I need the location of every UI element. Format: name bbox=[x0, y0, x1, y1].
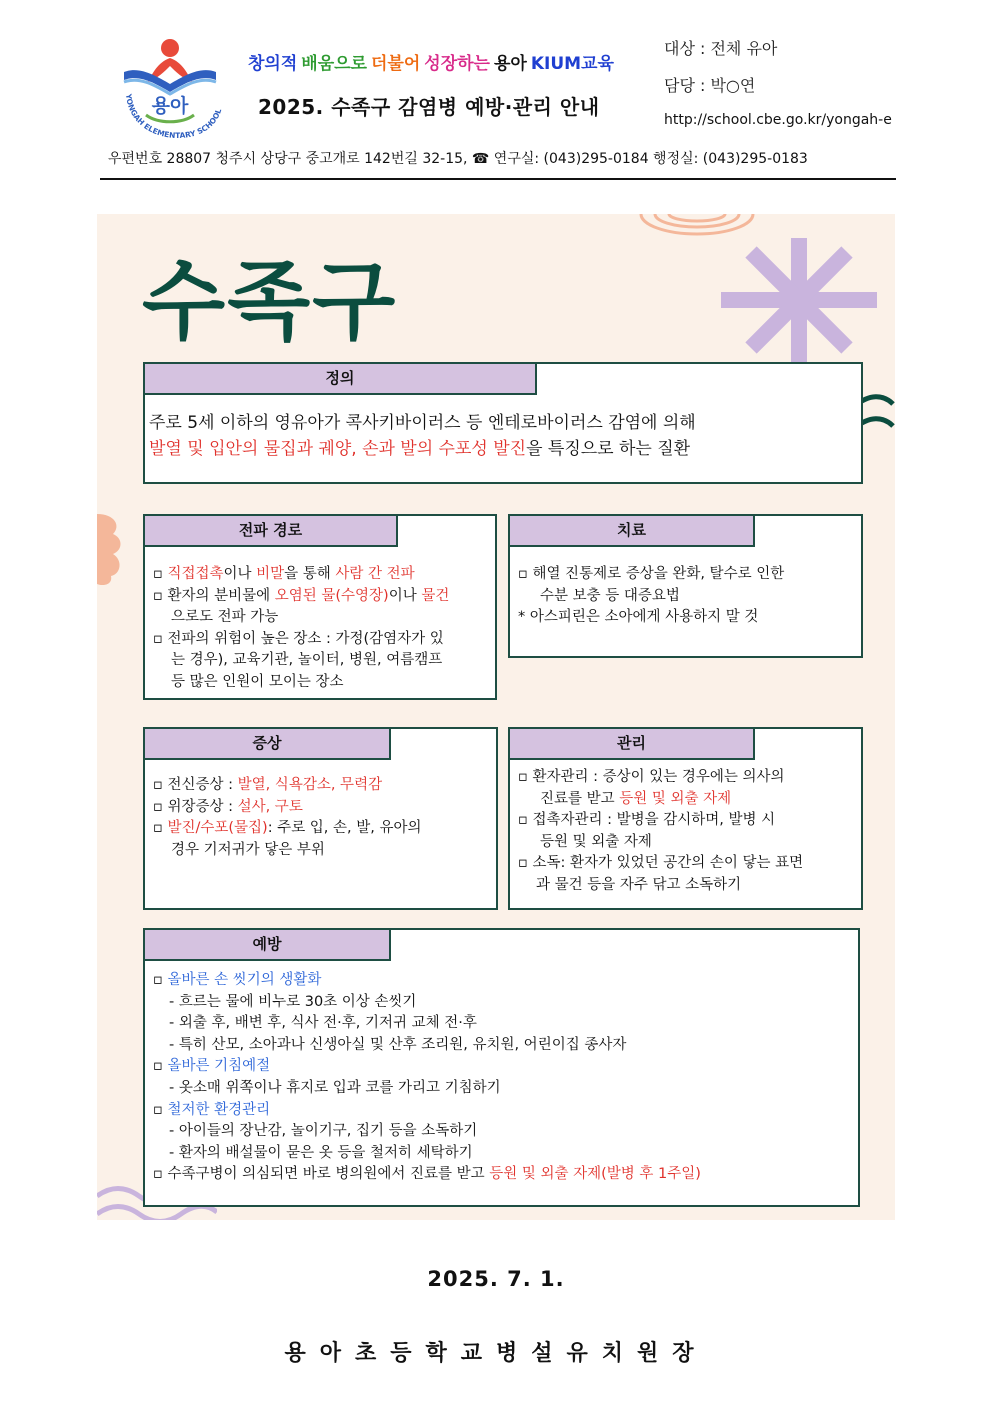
slogan-word: 배움으로 bbox=[301, 54, 367, 74]
definition-line-1: 주로 5세 이하의 영유아가 콕사키바이러스 등 엔테로바이러스 감염에 의해 bbox=[149, 413, 696, 433]
bullet-icon: ▫ bbox=[153, 587, 163, 604]
slogan-word: KIUM교육 bbox=[530, 54, 614, 74]
transmission-item-1: ▫ 직접접촉이나 비말을 통해 사람 간 전파 bbox=[153, 566, 415, 582]
transmission-box bbox=[143, 514, 497, 700]
symptoms-item-2: ▫ 위장증상 : 설사, 구토 bbox=[153, 798, 303, 815]
prevention-sub-5: - 아이들의 장난감, 놀이기구, 집기 등을 소독하기 bbox=[169, 1123, 478, 1140]
management-item-2-cont: 등원 및 외출 자제 bbox=[540, 833, 652, 850]
treatment-item-1: ▫ 해열 진통제로 증상을 완화, 탈수로 인한 bbox=[518, 566, 785, 582]
logo-ring-text: YONGAH ELEMENTARY SCHOOL bbox=[123, 93, 224, 141]
bullet-icon: ▫ bbox=[153, 820, 163, 837]
definition-highlight: 발열 및 입안의 물집과 궤양, 손과 발의 수포성 발진 bbox=[149, 439, 527, 459]
definition-heading: 정의 bbox=[145, 364, 537, 395]
contact-person: 담당 : 박○연 bbox=[664, 76, 756, 95]
prevention-sub-1: - 흐르는 물에 비누로 30초 이상 손씻기 bbox=[169, 993, 417, 1010]
treatment-heading: 치료 bbox=[510, 516, 755, 547]
prevention-sub-4: - 옷소매 위쪽이나 휴지로 입과 코를 가리고 기침하기 bbox=[169, 1079, 501, 1096]
management-item-3-cont: 과 물건 등을 자주 닦고 소독하기 bbox=[536, 876, 742, 893]
prevention-sub-6: - 환자의 배설물이 묻은 옷 등을 철저히 세탁하기 bbox=[169, 1144, 473, 1161]
transmission-item-3: ▫ 전파의 위험이 높은 장소 : 가정(감염자가 있 bbox=[153, 630, 444, 647]
slogan-word: 용아 bbox=[493, 54, 527, 74]
bullet-icon: ▫ bbox=[518, 769, 528, 785]
prevention-heading-1: ▫ 올바른 손 씻기의 생활화 bbox=[153, 972, 322, 988]
symptoms-item-3-cont: 경우 기저귀가 닿은 부위 bbox=[171, 841, 325, 858]
signature: 용아초등학교병설유치원장 bbox=[284, 1341, 708, 1366]
bullet-icon: ▫ bbox=[518, 855, 528, 872]
management-item-2: ▫ 접촉자관리 : 발병을 감시하며, 발병 시 bbox=[518, 812, 776, 829]
management-item-3: ▫ 소독: 환자가 있었던 공간의 손이 닿는 표면 bbox=[518, 855, 804, 872]
bullet-icon: ▫ bbox=[153, 566, 163, 582]
transmission-item-3-end: 등 많은 인원이 모이는 장소 bbox=[171, 673, 344, 690]
document-date: 2025. 7. 1. bbox=[427, 1267, 565, 1291]
slogan-word: 더불어 bbox=[370, 54, 421, 74]
symptoms-item-3: ▫ 발진/수포(물집): 주로 입, 손, 발, 유아의 bbox=[153, 820, 422, 837]
transmission-heading: 전파 경로 bbox=[145, 516, 398, 547]
bullet-icon: ▫ bbox=[518, 812, 528, 829]
logo-text: 용아 bbox=[151, 95, 189, 117]
bullet-icon: ▫ bbox=[153, 777, 163, 793]
prevention-sub-2: - 외출 후, 배변 후, 식사 전·후, 기저귀 교체 전·후 bbox=[169, 1015, 477, 1032]
header-divider bbox=[100, 178, 896, 180]
target-audience: 대상 : 전체 유아 bbox=[664, 39, 778, 58]
transmission-item-3-cont: 는 경우), 교육기관, 놀이터, 병원, 여름캠프 bbox=[171, 652, 443, 669]
treatment-note: * 아스피린은 소아에게 사용하지 말 것 bbox=[518, 609, 759, 626]
slogan-word: 창의적 bbox=[248, 54, 298, 74]
management-item-1: ▫ 환자관리 : 증상이 있는 경우에는 의사의 bbox=[518, 769, 785, 785]
bullet-icon: ▫ bbox=[153, 1166, 163, 1183]
prevention-box bbox=[143, 928, 860, 1207]
document-title: 2025. 수족구 감염병 예방·관리 안내 bbox=[258, 95, 600, 119]
management-item-1-cont: 진료를 받고 등원 및 외출 자제 bbox=[540, 790, 732, 807]
bullet-icon: ▫ bbox=[153, 972, 163, 988]
school-logo bbox=[118, 36, 226, 148]
symptoms-heading: 증상 bbox=[145, 729, 391, 760]
transmission-item-2-cont: 으로도 전파 가능 bbox=[171, 609, 279, 626]
transmission-item-2: ▫ 환자의 분비물에 오염된 물(수영장)이나 물건 bbox=[153, 587, 450, 604]
poster bbox=[97, 214, 895, 1220]
prevention-heading-2: ▫ 올바른 기침예절 bbox=[153, 1058, 271, 1075]
bullet-icon: ▫ bbox=[153, 798, 163, 815]
prevention-final-item: ▫ 수족구병이 의심되면 바로 병의원에서 진료를 받고 등원 및 외출 자제(발병 후 1주일) bbox=[153, 1166, 701, 1183]
treatment-box bbox=[508, 514, 863, 658]
definition-line-2: 을 특징으로 하는 질환 bbox=[526, 439, 691, 459]
flower-decoration-icon bbox=[97, 514, 123, 586]
symptoms-item-1: ▫ 전신증상 : 발열, 식욕감소, 무력감 bbox=[153, 777, 383, 793]
definition-box bbox=[143, 362, 863, 484]
bullet-icon: ▫ bbox=[153, 1101, 163, 1118]
school-address: 우편번호 28807 청주시 상당구 중고개로 142번길 32-15, ☎ 연구실: (043)295-0184 행정실: (043)295-0183 bbox=[108, 151, 808, 167]
bullet-icon: ▫ bbox=[153, 630, 163, 647]
poster-title: 수족구 bbox=[142, 252, 398, 352]
prevention-heading: 예방 bbox=[145, 930, 391, 961]
asterisk-decoration-icon bbox=[721, 238, 877, 362]
prevention-sub-3: - 특히 산모, 소아과나 신생아실 및 산후 조리원, 유치원, 어린이집 종사자 bbox=[169, 1036, 627, 1053]
prevention-heading-3: ▫ 철저한 환경관리 bbox=[153, 1101, 271, 1118]
school-slogan bbox=[248, 49, 618, 74]
school-url-link[interactable]: http://school.cbe.go.kr/yongah-e bbox=[664, 112, 892, 128]
bullet-icon: ▫ bbox=[518, 566, 528, 582]
slogan-word: 성장하는 bbox=[424, 54, 490, 74]
treatment-item-1-cont: 수분 보충 등 대증요법 bbox=[540, 587, 680, 604]
management-box bbox=[508, 727, 863, 910]
arc-decoration-icon bbox=[637, 214, 757, 240]
symptoms-box bbox=[143, 727, 498, 910]
bullet-icon: ▫ bbox=[153, 1058, 163, 1075]
management-heading: 관리 bbox=[510, 729, 755, 760]
